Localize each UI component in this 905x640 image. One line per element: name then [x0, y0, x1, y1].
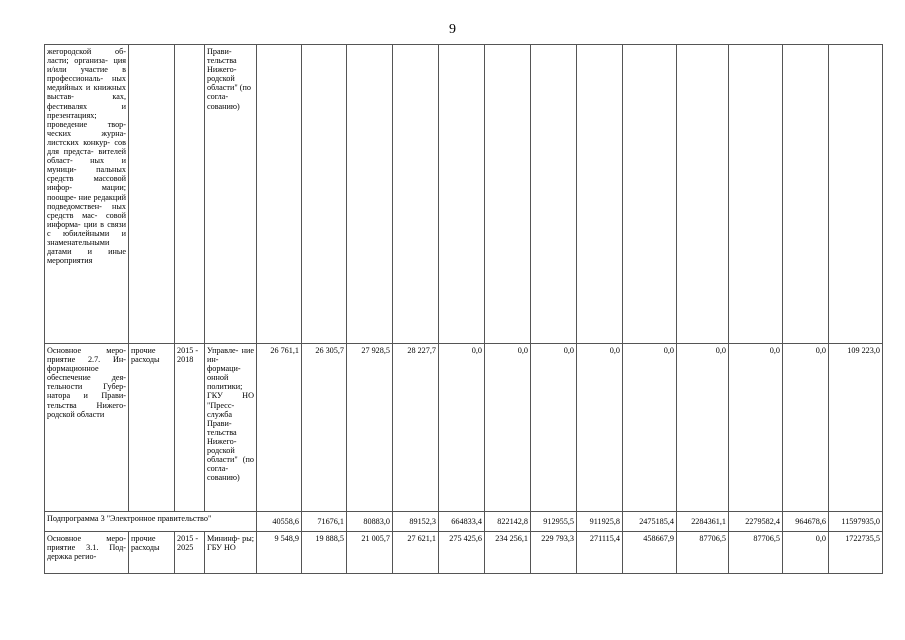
value-cell: 0,0 [623, 344, 677, 512]
value-cell [347, 45, 393, 344]
value-cell: 0,0 [577, 344, 623, 512]
value-cell [257, 45, 302, 344]
value-cell: 26 305,7 [302, 344, 347, 512]
value-cell: 0,0 [485, 344, 531, 512]
value-cell [439, 45, 485, 344]
value-cell [577, 45, 623, 344]
value-cell: 234 256,1 [485, 532, 531, 574]
table-row [45, 45, 883, 344]
value-cell [677, 45, 729, 344]
expense-type-cell [129, 45, 175, 344]
value-cell: 27 928,5 [347, 344, 393, 512]
value-cell [783, 45, 829, 344]
value-cell: 9 548,9 [257, 532, 302, 574]
value-cell [393, 45, 439, 344]
budget-table [44, 44, 883, 574]
activity-name-cell: Основное меро- приятие 2.7. Ин- формационное обеспечение дея- тельности Губер- натора и Прави- тельства Нижего- родской области [45, 344, 129, 512]
value-cell: 271115,4 [577, 532, 623, 574]
period-cell [175, 45, 205, 344]
period-cell: 2015 - 2025 [175, 532, 205, 574]
subprogram-title: Подпрограмма 3 "Электронное правительство" [45, 512, 257, 532]
value-cell [485, 45, 531, 344]
value-cell: 229 793,3 [531, 532, 577, 574]
value-cell: 0,0 [677, 344, 729, 512]
value-cell: 1722735,5 [829, 532, 883, 574]
value-cell: 0,0 [783, 532, 829, 574]
subprogram-row [45, 512, 883, 532]
value-cell [302, 45, 347, 344]
value-cell: 0,0 [783, 344, 829, 512]
value-cell: 664833,4 [439, 512, 485, 532]
value-cell: 911925,8 [577, 512, 623, 532]
value-cell: 0,0 [439, 344, 485, 512]
value-cell: 964678,6 [783, 512, 829, 532]
expense-type-cell: прочие расходы [129, 532, 175, 574]
activity-name-cell: жегородской об- ласти; организа- ция и/или участие в профессиональ- ных медийных и книжных выстав- ках, фестивалях и презентациях; проведение твор- ческих журна- листских конкур- сов для предста- вителей област- ных и муници- пальных средств массовой инфор- мации; поощре- ние редакций подведомствен- ных средств мас- совой информа- ции в связи с юбилейными и знаменательными датами и иные мероприятия [45, 45, 129, 344]
value-cell: 912955,5 [531, 512, 577, 532]
value-cell [623, 45, 677, 344]
value-cell: 2284361,1 [677, 512, 729, 532]
value-cell [829, 45, 883, 344]
value-cell: 822142,8 [485, 512, 531, 532]
page-number: 9 [449, 22, 456, 37]
value-cell: 2279582,4 [729, 512, 783, 532]
value-cell: 40558,6 [257, 512, 302, 532]
value-cell: 19 888,5 [302, 532, 347, 574]
value-cell: 26 761,1 [257, 344, 302, 512]
value-cell: 71676,1 [302, 512, 347, 532]
value-cell: 11597935,0 [829, 512, 883, 532]
expense-type-cell: прочие расходы [129, 344, 175, 512]
value-cell: 89152,3 [393, 512, 439, 532]
value-cell: 2475185,4 [623, 512, 677, 532]
executor-cell: Мининф- ры; ГБУ НО [205, 532, 257, 574]
table-row [45, 532, 883, 574]
period-cell: 2015 - 2018 [175, 344, 205, 512]
value-cell: 109 223,0 [829, 344, 883, 512]
value-cell [729, 45, 783, 344]
activity-name-cell: Основное меро- приятие 3.1. Под- держка регио- [45, 532, 129, 574]
value-cell [531, 45, 577, 344]
value-cell: 80883,0 [347, 512, 393, 532]
table-row [45, 344, 883, 512]
value-cell: 275 425,6 [439, 532, 485, 574]
executor-cell: Прави- тельства Нижего- родской области" (по согла- сованию) [205, 45, 257, 344]
value-cell: 87706,5 [729, 532, 783, 574]
executor-cell: Управле- ние ин- формаци- онной политики; ГКУ НО "Пресс- служба Прави- тельства Нижего- родской области" (по согла- сованию) [205, 344, 257, 512]
value-cell: 21 005,7 [347, 532, 393, 574]
value-cell: 27 621,1 [393, 532, 439, 574]
value-cell: 0,0 [729, 344, 783, 512]
value-cell: 458667,9 [623, 532, 677, 574]
value-cell: 87706,5 [677, 532, 729, 574]
value-cell: 0,0 [531, 344, 577, 512]
value-cell: 28 227,7 [393, 344, 439, 512]
